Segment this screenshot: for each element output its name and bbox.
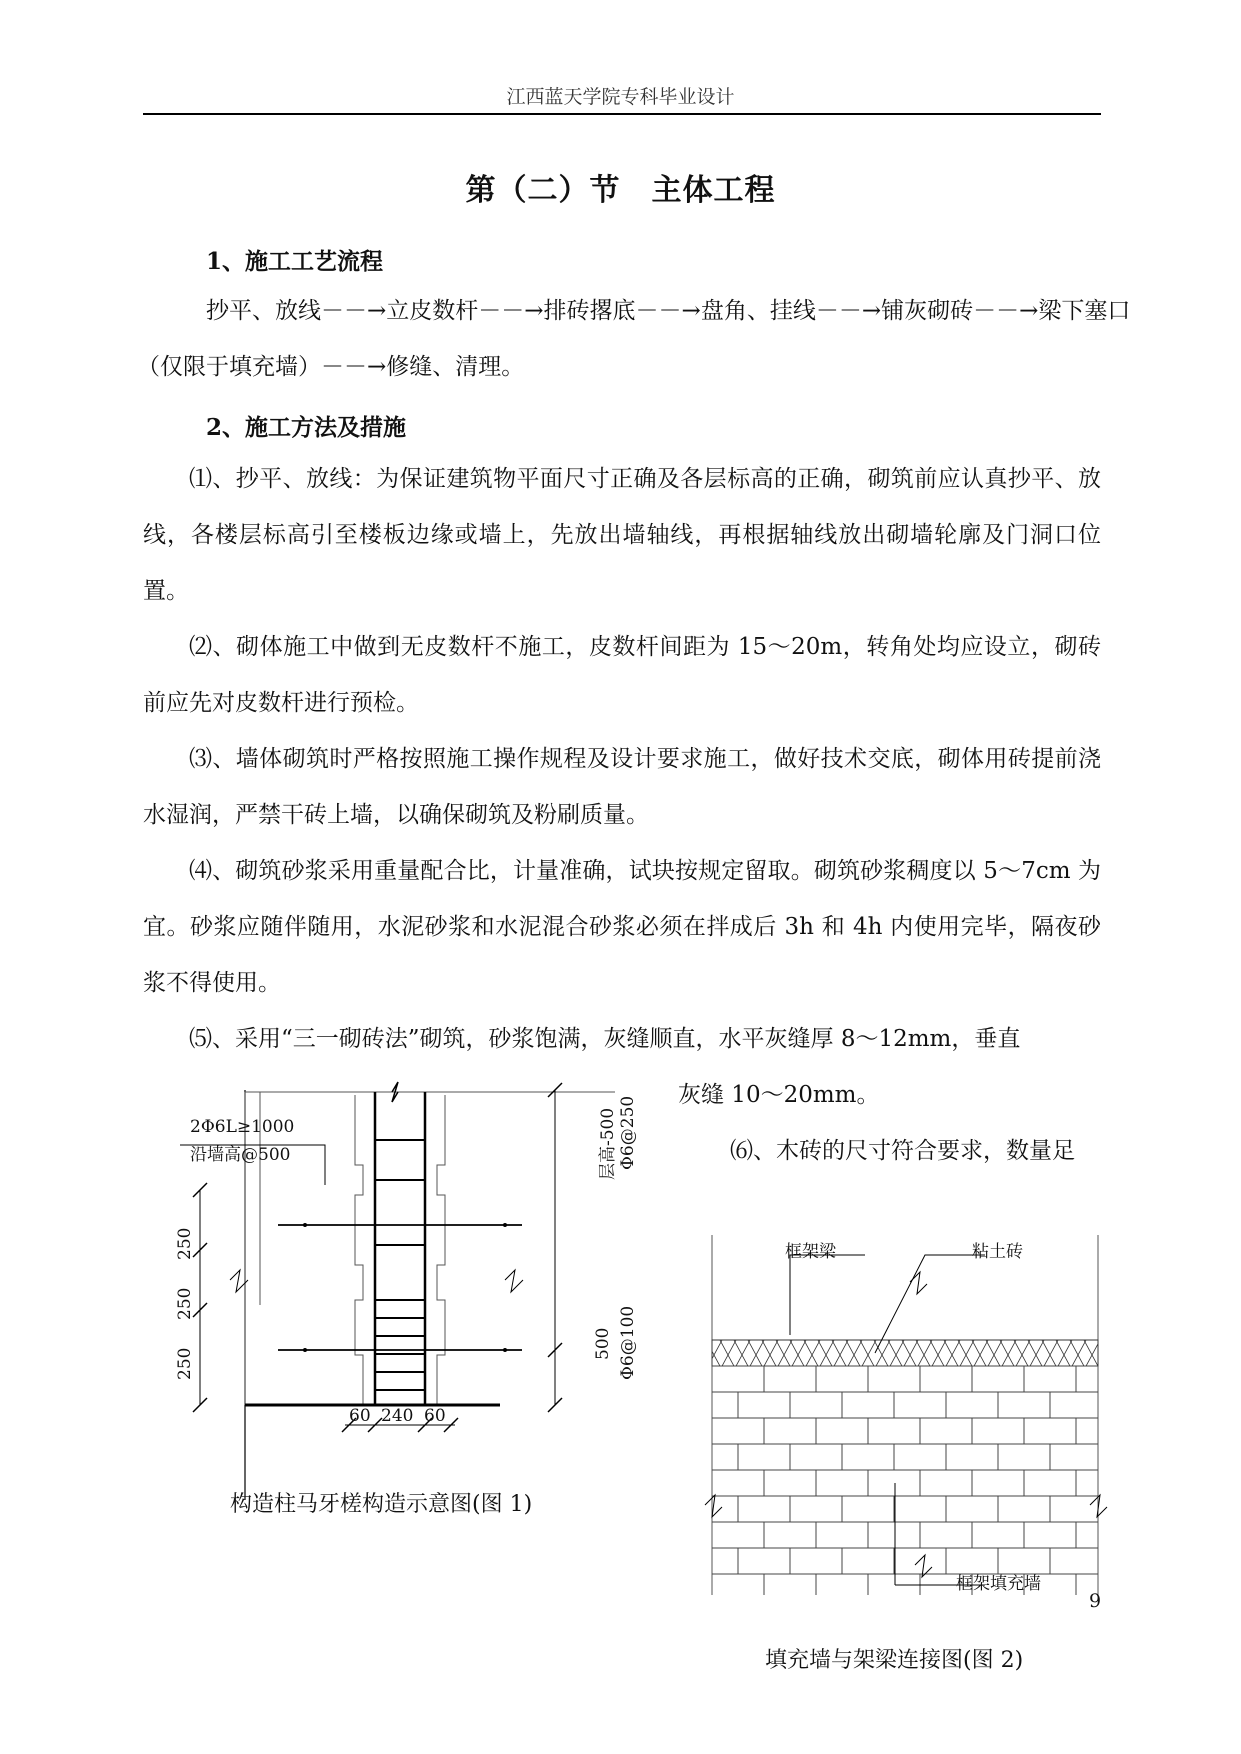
fig1-dim-60-left: 60 <box>349 1406 371 1426</box>
fig2-clay-brick-label: 粘土砖 <box>972 1242 1023 1262</box>
fig1-rebar-label-line2: 沿墙高@500 <box>190 1145 291 1165</box>
fig1-dim-240: 240 <box>381 1406 414 1426</box>
fig2-infill-wall-label: 框架填充墙 <box>956 1574 1041 1594</box>
paragraph-item-6: ⑹、木砖的尺寸符合要求，数量足 <box>730 1138 1075 1164</box>
paragraph-item-5-continued: 灰缝 10～20mm。 <box>678 1082 880 1108</box>
figure-2-caption: 填充墙与架梁连接图(图 2) <box>765 1648 1024 1673</box>
section-title: 第（二）节 主体工程 <box>465 173 776 208</box>
fig2-beam-label: 框架梁 <box>785 1242 836 1262</box>
fig1-dim-250-b: 250 <box>175 1287 195 1320</box>
fig1-dim-250-c: 250 <box>175 1347 195 1380</box>
paragraph-item-5: ⑸、采用“三一砌砖法”砌筑，砂浆饱满，灰缝顺直，水平灰缝厚 8～12mm，垂直 <box>189 1026 1021 1052</box>
figure-1-caption: 构造柱马牙槎构造示意图(图 1) <box>230 1492 533 1517</box>
fig1-phi-lower-label: Φ6@100 <box>618 1305 638 1380</box>
paragraph-item-2: ⑵、砌体施工中做到无皮数杆不施工，皮数杆间距为 15～20m，转角处均应设立，砌砖前应先对皮数杆进行预检。 <box>143 634 1101 716</box>
flow-line-2: （仅限于填充墙）－－→修缝、清理。 <box>137 354 525 380</box>
fig1-dim-250-a: 250 <box>175 1227 195 1260</box>
paragraph-item-3: ⑶、墙体砌筑时严格按照施工操作规程及设计要求施工，做好技术交底，砌体用砖提前浇水湿润，严禁干砖上墙，以确保砌筑及粉刷质量。 <box>143 746 1101 828</box>
fig1-dim-60-right: 60 <box>424 1406 446 1426</box>
paragraph-item-4: ⑷、砌筑砂浆采用重量配合比，计量准确，试块按规定留取。砌筑砂浆稠度以 5～7cm 为宜。砂浆应随伴随用，水泥砂浆和水泥混合砂浆必须在拌成后 3h 和 4h 内使用完毕，隔夜砂浆不得使用。 <box>143 858 1101 996</box>
fig1-phi-upper-label: Φ6@250 <box>618 1095 638 1170</box>
figure-2-diagram <box>700 1225 1110 1595</box>
page-number: 9 <box>1089 1590 1102 1612</box>
page-header: 江西蓝天学院专科毕业设计 <box>506 86 735 108</box>
fig1-storey-height-label: 层高-500 <box>598 1107 618 1180</box>
heading-methods: 2、施工方法及措施 <box>206 414 407 441</box>
flow-line-1: 抄平、放线－－→立皮数杆－－→排砖撂底－－→盘角、挂线－－→铺灰砌砖－－→梁下塞口 <box>206 298 1131 324</box>
fig1-rebar-label-line1: 2Φ6L≥1000 <box>190 1117 295 1137</box>
heading-process-flow: 1、施工工艺流程 <box>206 248 384 275</box>
header-divider <box>143 113 1101 115</box>
paragraph-item-1: ⑴、抄平、放线：为保证建筑物平面尺寸正确及各层标高的正确，砌筑前应认真抄平、放线，各楼层标高引至楼板边缘或墙上，先放出墙轴线，再根据轴线放出砌墙轮廓及门洞口位置。 <box>143 466 1101 604</box>
fig1-dim-500-label: 500 <box>593 1327 613 1360</box>
